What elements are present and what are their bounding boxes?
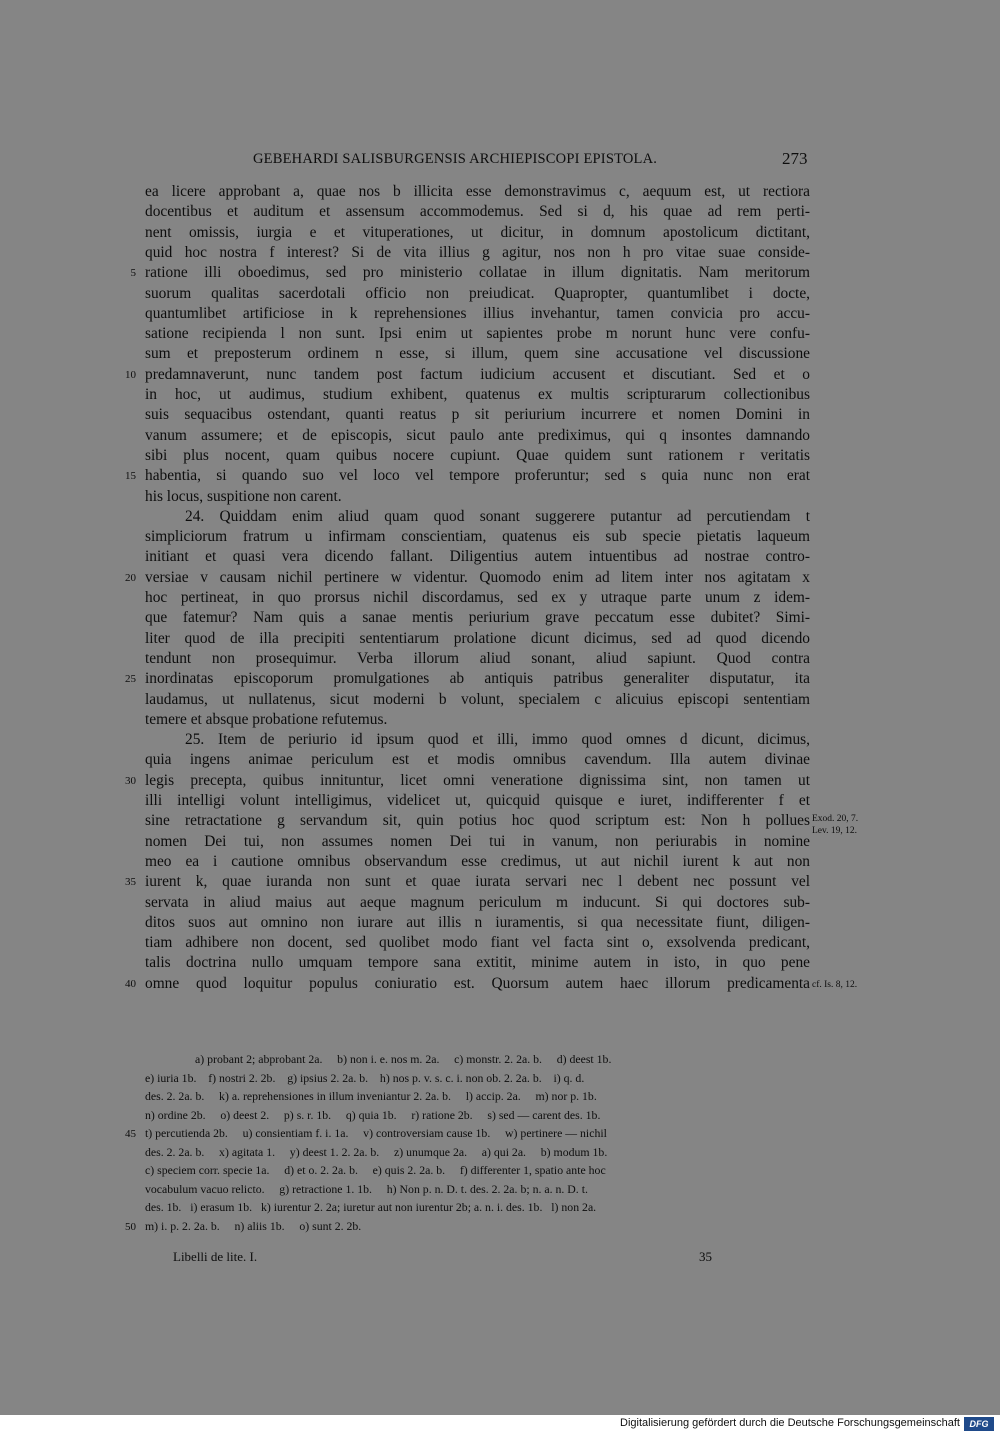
body-line: que fatemur? Nam quis a sanae mentis periurium grave peccatum esse dubitet? Simi- [145,609,810,627]
body-line: sum et preposterum ordinem n esse, si illum, quem sine accusatione vel discussione [145,345,810,363]
body-line: 25. Item de periurio id ipsum quod et illi, immo quod omnes d dicunt, dicimus, [185,731,810,749]
body-line: in hoc, ut audimus, studium exhibent, quatenus ex multis scripturarum collectionibus [145,386,810,403]
body-line: tendunt non prosequimur. Verba illorum aliud sonant, aliud sapiunt. Quod contra [145,649,810,667]
body-line: docentibus et auditum et assensum accommodemus. Sed si d, his quae ad rem perti- [145,203,810,221]
body-line: inordinatas episcoporum promulgationes ab antiquis patribus generaliter disputatur, ita [145,670,810,688]
dfg-logo: DFG [964,1417,994,1431]
body-line: meo ea i cautione omnibus observandum esse credimus, ut aut nichil iurent k aut non [145,852,810,870]
body-line: his locus, suspitione non carent. [145,487,342,505]
body-line: vanum assumere; et de episcopis, sicut paulo ante prediximus, qui q insontes damnando [145,426,810,444]
body-line: ea licere approbant a, quae nos b illicita esse demonstravimus c, aequum est, ut rectiora [145,183,810,200]
body-line: quid hoc nostra f interest? Si de vita illius g agitur, nos non h pro vitae suae conside- [145,243,810,261]
footnote-line: des. 2. 2a. b. k) a. reprehensiones in illum inveniantur 2. 2a. b. l) accip. 2a. m) nor p. 1b. [145,1089,597,1103]
margin-reference: cf. Is. 8, 12. [812,979,858,990]
footnote-line: c) speciem corr. specie 1a. d) et o. 2. 2a. b. e) quis 2. 2a. b. f) differenter 1, spatio ante hoc [145,1163,606,1177]
dfg-credit-bar [0,1415,1000,1434]
running-title: GEBEHARDI SALISBURGENSIS ARCHIEPISCOPI EPISTOLA. [253,151,658,167]
body-line: servata in aliud maius aut aeque magnum periculum m inducunt. Si qui doctores sub- [145,893,810,911]
footnote-line: des. 1b. i) erasum 1b. k) iurentur 2. 2a; iuretur aut non iurentur 2b; a. n. i. des. 1b. l) non 2a. [145,1200,597,1214]
line-number: 10 [125,368,136,381]
body-line: tiam adhibere non docent, sed quolibet modo fiant vel facta sint o, exsolvenda predicant, [145,934,810,952]
margin-reference: Lev. 19, 12. [812,826,858,837]
line-number: 35 [125,876,136,889]
footer-series: Libelli de lite. I. [173,1249,258,1264]
footnote-line: n) ordine 2b. o) deest 2. p) s. r. 1b. q) quia 1b. r) ratione 2b. s) sed — carent des. 1b. [145,1107,601,1122]
body-line: habentia, si quando suo vel loco vel tempore proferuntur; sed s quia nunc non erat [145,467,810,485]
body-line: quia ingens animae periculum est et modis omnibus cavendum. Illa autem divinae [145,751,810,769]
footnote-line: des. 2. 2a. b. x) agitata 1. y) deest 1. 2. 2a. b. z) unumque 2a. a) qui 2a. b) modum 1b. [145,1144,608,1159]
line-number: 25 [125,673,136,686]
line-number: 30 [125,774,136,787]
footnote-line: m) i. p. 2. 2a. b. n) aliis 1b. o) sunt 2. 2b. [145,1218,362,1233]
body-line: suorum qualitas sacerdotali officio non preiudicat. Quapropter, quantumlibet i docte, [145,284,810,302]
body-line: liter quod de illa precipiti sententiarum prolatione dicunt dicimus, sed ad quod dicendo [145,629,810,647]
body-line: hoc pertineat, in quo prorsus nichil discordamus, sed ex y utraque parte unum z idem- [145,589,810,606]
footnote-line: vocabulum vacuo relicto. g) retractione 1. 1b. h) Non p. n. D. t. des. 2. 2a. b; n. a. n. D. t. [145,1181,588,1196]
footnote-line: a) probant 2; abprobant 2a. b) non i. e. nos m. 2a. c) monstr. 2. 2a. b. d) deest 1b. [195,1052,612,1066]
body-line: initiant et quasi vera dicendo fallant. Diligentius autem intuentibus ad nostrae contro- [145,548,810,566]
body-line: sibi plus nocent, quam quibus nocere cupiunt. Quae quidem sunt rationem r veritatis [145,446,810,464]
body-line: iurent k, quae iuranda non sunt et quae iurata servari nec l debent nec possunt vel [145,873,810,891]
footnote-line: t) percutienda 2b. u) consientiam f. i. 1a. v) controversiam cause 1b. w) pertinere — nichil [145,1126,607,1140]
body-line: sine retractatione g servandum sit, quin potius hoc quod scriptum est: Non h pollues [145,812,810,830]
body-line: suis sequacibus ostendant, quanti reatus p sit periurium incurrere et nomen Domini in [145,406,810,424]
footer-signature: 35 [699,1249,712,1264]
line-number: 45 [125,1128,136,1140]
body-line: laudamus, ut nullatenus, sicut moderni b volunt, specialem c alicuius episcopi sententiam [145,690,810,708]
body-line: satione recipienda l non sunt. Ipsi enim ut sapientes probe m norunt hunc vere confu- [145,325,810,343]
line-number: 40 [125,977,136,990]
line-number: 20 [125,571,136,584]
body-line: temere et absque probatione refutemus. [145,710,388,728]
footnote-line: e) iuria 1b. f) nostri 2. 2b. g) ipsius 2. 2a. b. h) nos p. v. s. c. i. non ob. 2. 2a. b. i) q. d. [145,1070,585,1085]
line-number: 5 [130,267,136,280]
margin-reference: Exod. 20, 7. [812,814,859,825]
body-line: ditos suos aut omnino non iurare aut illis n iuramentis, si qua necessitate fiunt, diligen- [145,913,810,931]
body-line: illi intelligi volunt intelligimus, videlicet ut, quicquid quisque e iuret, indifferenter f et [145,792,810,809]
line-number: 15 [125,470,136,483]
body-line: quantumlibet artificiose in k reprehensiones illius invehantur, tamen convicia pro accu- [145,304,810,322]
body-line: 24. Quiddam enim aliud quam quod sonant suggerere putantur ad percutiendam t [185,507,810,525]
body-line: ratione illi oboedimus, sed pro ministerio collatae in illum dignitatis. Nam meritorum [145,264,810,282]
line-number: 50 [125,1220,136,1233]
body-line: nent omissis, iurgia e et vituperationes, ut dicitur, in domnum apostolicum dictitant, [145,223,810,241]
body-line: legis precepta, quibus innituntur, licet omni veneratione dignissima sint, non tamen ut [145,771,810,789]
body-line: predamnaverunt, nunc tandem post factum iudicium accusent et discutiant. Sed et o [145,365,810,383]
body-line: omne quod loquitur populus coniuratio est. Quorsum autem haec illorum predicamenta [145,974,810,992]
dfg-credit-text: Digitalisierung gefördert durch die Deutsche Forschungsgemeinschaft [620,1417,960,1429]
page-number: 273 [782,149,808,168]
body-line: talis doctrina nullo umquam tempore sana extitit, minime autem in isto, in quo pene [145,954,810,972]
body-line: versiae v causam nichil pertinere w videntur. Quomodo enim ad litem inter nos agitatam x [145,568,810,586]
body-line: simpliciorum fratrum u infirmam conscientiam, quatenus eis sub specie pietatis laqueum [145,528,810,546]
body-line: nomen Dei tui, non assumes nomen Dei tui in vanum, non periurabis in nomine [145,832,810,850]
